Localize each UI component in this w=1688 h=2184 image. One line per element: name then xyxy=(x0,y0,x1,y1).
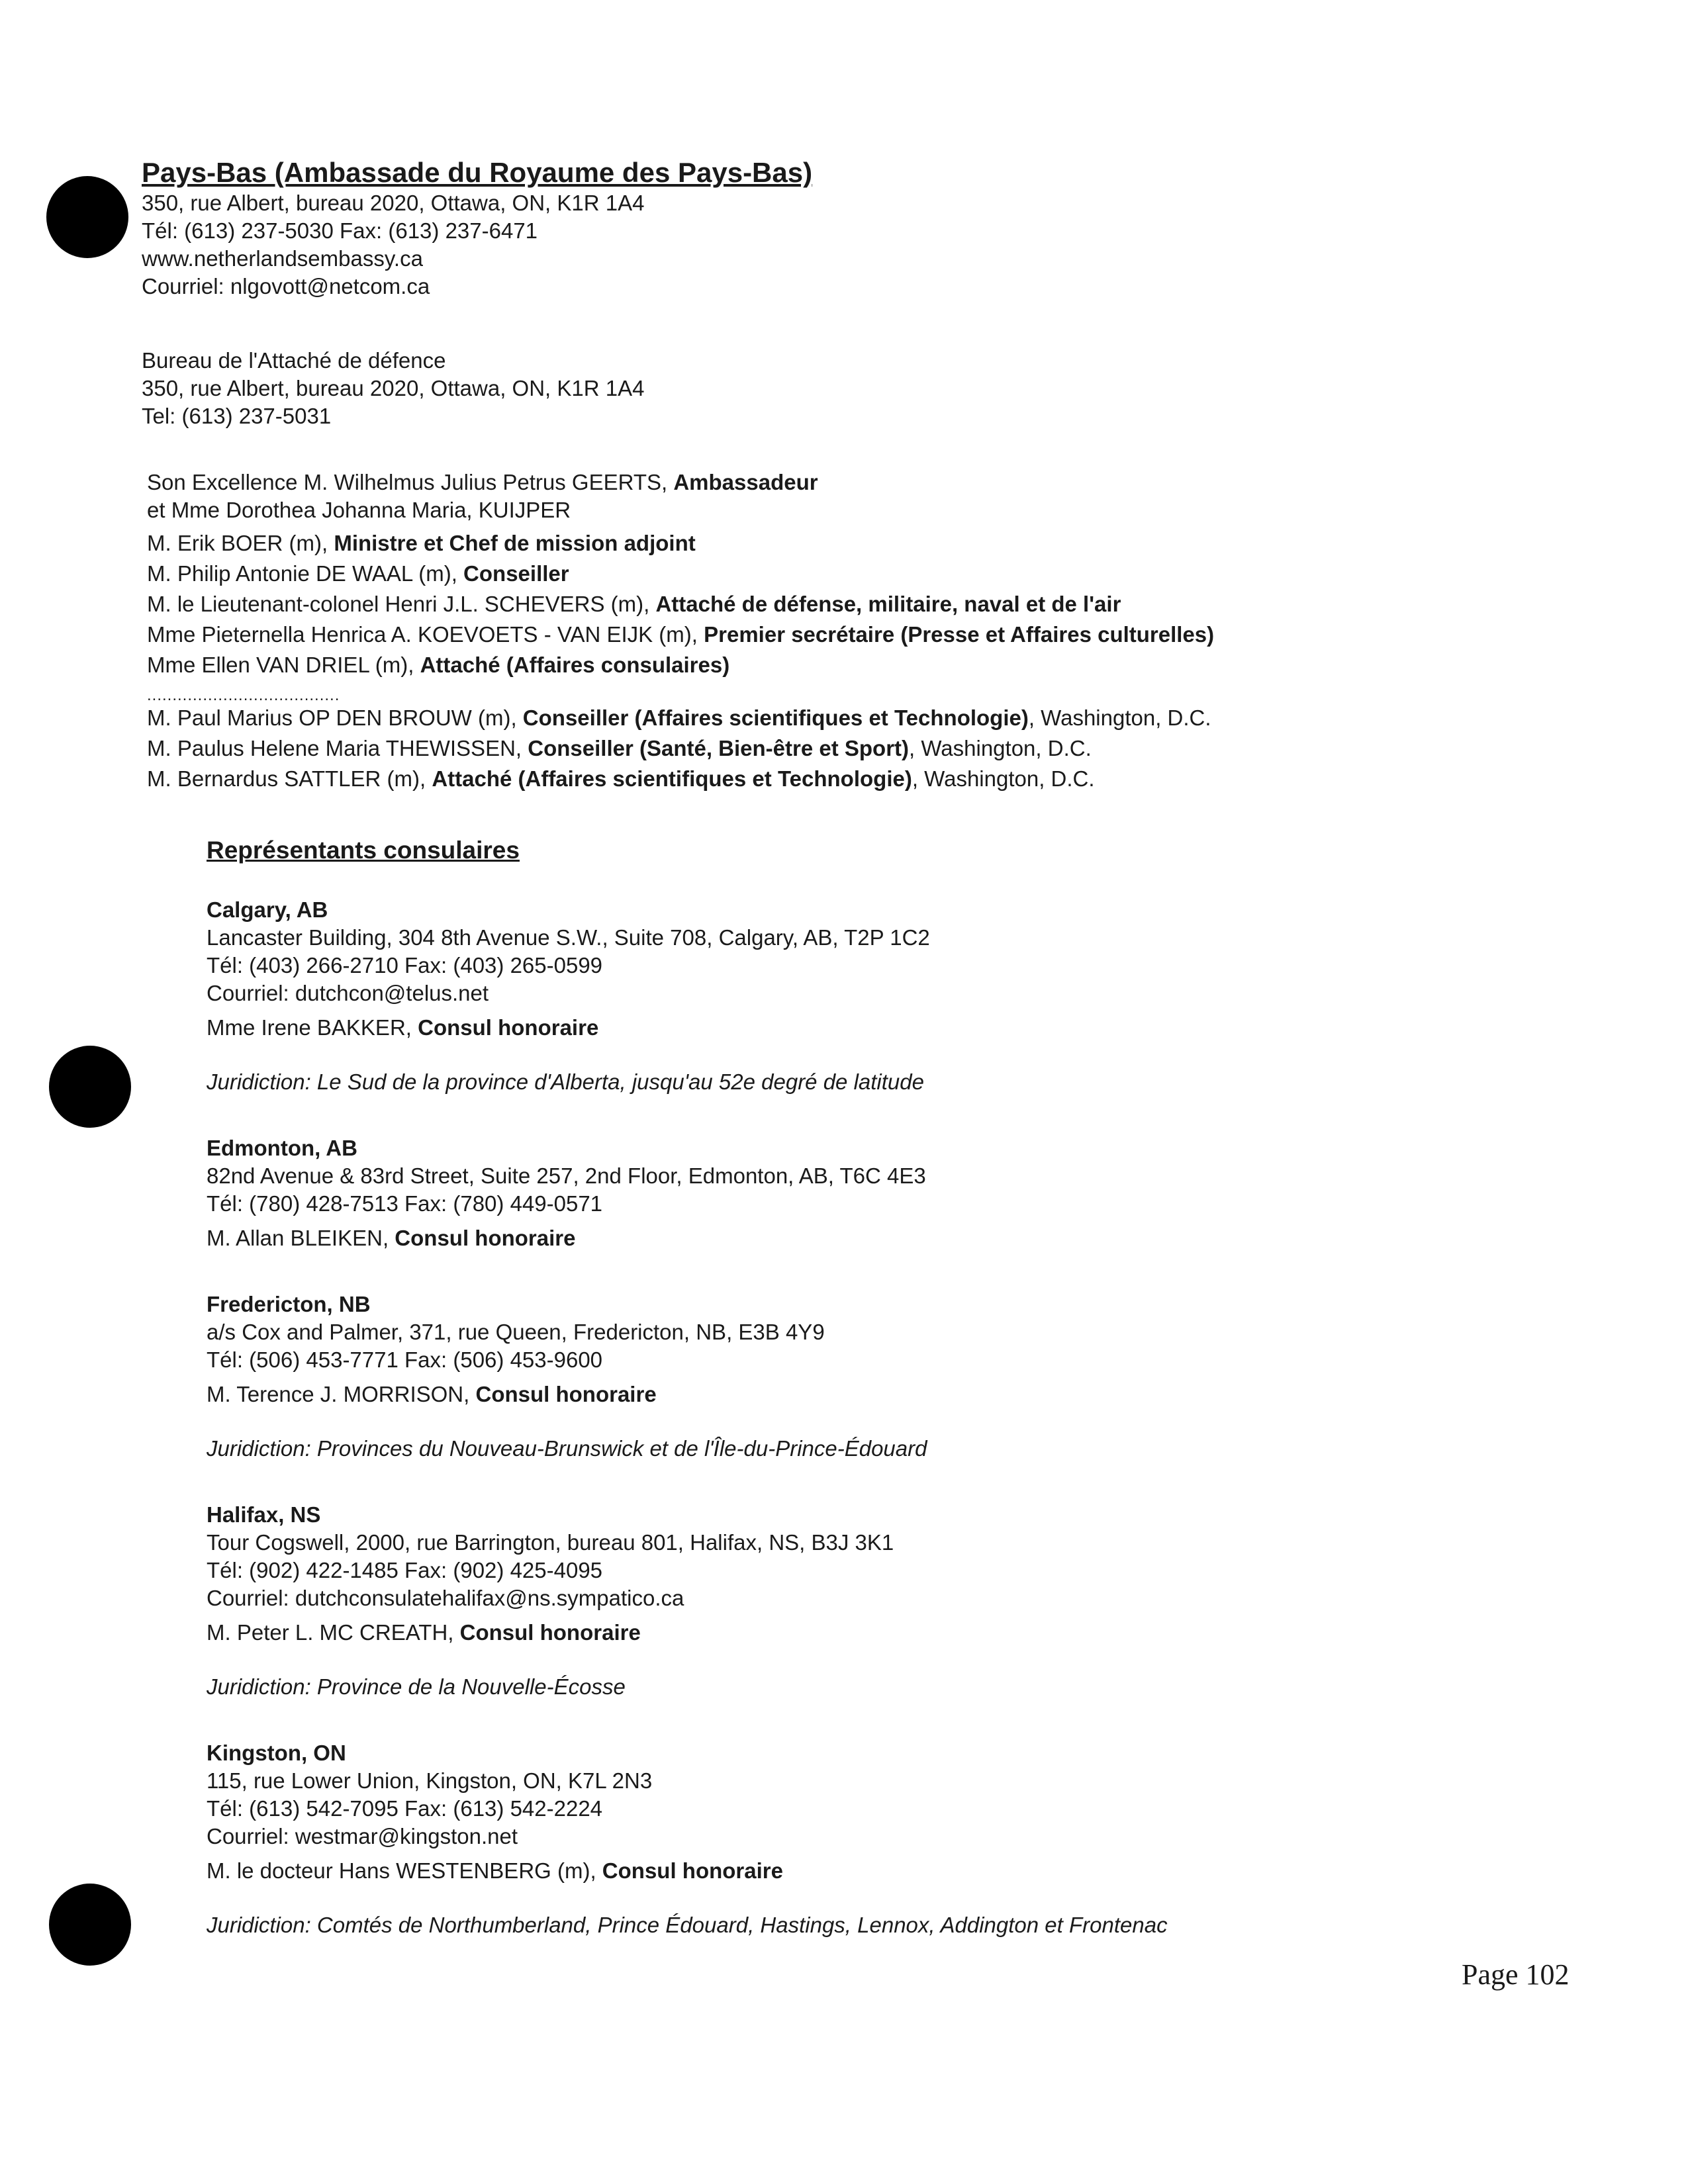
consulate-city: Fredericton, NB xyxy=(207,1292,371,1316)
staff-location: , Washington, D.C. xyxy=(909,736,1092,760)
staff-name: M. Erik BOER (m), xyxy=(147,531,334,555)
consulate-phone: Tél: (780) 428-7513 Fax: (780) 449-0571 xyxy=(207,1191,603,1216)
staff-role: Ambassadeur xyxy=(673,470,818,494)
consulate-fredericton xyxy=(207,1291,1168,1463)
consulate-edmonton xyxy=(207,1134,1168,1252)
consulate-city: Edmonton, AB xyxy=(207,1136,357,1160)
punch-hole-icon xyxy=(49,1884,131,1966)
staff-location: , Washington, D.C. xyxy=(912,766,1095,791)
staff-entry xyxy=(147,651,1214,679)
consulate-phone: Tél: (613) 542-7095 Fax: (613) 542-2224 xyxy=(207,1796,603,1821)
consulate-phone: Tél: (902) 422-1485 Fax: (902) 425-4095 xyxy=(207,1558,603,1582)
staff-name: M. Paul Marius OP DEN BROUW (m), xyxy=(147,705,523,730)
staff-role: Ministre et Chef de mission adjoint xyxy=(334,531,696,555)
defence-office-title: Bureau de l'Attaché de défence xyxy=(142,348,446,373)
consulate-halifax xyxy=(207,1501,1168,1701)
staff-role: Conseiller (Santé, Bien-être et Sport) xyxy=(528,736,910,760)
staff-role: Premier secrétaire (Presse et Affaires culturelles) xyxy=(704,622,1215,647)
consul-role: Consul honoraire xyxy=(459,1620,641,1645)
staff-entry xyxy=(147,560,1214,588)
staff-role: Attaché de défense, militaire, naval et de l'air xyxy=(655,592,1121,616)
staff-list xyxy=(147,469,1214,793)
defence-office-address: 350, rue Albert, bureau 2020, Ottawa, ON, K1R 1A4 xyxy=(142,376,645,400)
consulate-address: Lancaster Building, 304 8th Avenue S.W., Suite 708, Calgary, AB, T2P 1C2 xyxy=(207,925,930,950)
staff-name: M. Paulus Helene Maria THEWISSEN, xyxy=(147,736,528,760)
consulate-jurisdiction: Juridiction: Provinces du Nouveau-Brunswick et de l'Île-du-Prince-Édouard xyxy=(207,1436,927,1461)
staff-entry xyxy=(147,469,1214,496)
separator-dots: ...................................... xyxy=(147,686,340,704)
consulate-city: Kingston, ON xyxy=(207,1741,346,1765)
consulate-city: Halifax, NS xyxy=(207,1502,321,1527)
staff-name: M. le Lieutenant-colonel Henri J.L. SCHEVERS (m), xyxy=(147,592,656,616)
consul-name: M. Peter L. MC CREATH, xyxy=(207,1620,460,1645)
consul-name: Mme Irene BAKKER, xyxy=(207,1015,418,1040)
staff-entry xyxy=(147,765,1214,793)
staff-entry xyxy=(147,590,1214,618)
consulate-phone: Tél: (403) 266-2710 Fax: (403) 265-0599 xyxy=(207,953,603,978)
consul-name: M. Terence J. MORRISON, xyxy=(207,1382,476,1406)
staff-name: et Mme Dorothea Johanna Maria, KUIJPER xyxy=(147,498,571,522)
staff-name: M. Bernardus SATTLER (m), xyxy=(147,766,432,791)
consul-entry xyxy=(207,1224,1168,1252)
consul-role: Consul honoraire xyxy=(395,1226,576,1250)
embassy-website: www.netherlandsembassy.ca xyxy=(142,246,423,271)
staff-entry xyxy=(147,621,1214,649)
page-number: Page 102 xyxy=(1462,1958,1570,1991)
punch-hole-icon xyxy=(46,176,128,258)
defence-office-phone: Tel: (613) 237-5031 xyxy=(142,404,332,428)
consular-section xyxy=(207,835,1168,1939)
consulate-address: Tour Cogswell, 2000, rue Barrington, bureau 801, Halifax, NS, B3J 3K1 xyxy=(207,1530,894,1555)
staff-role: Conseiller (Affaires scientifiques et Technologie) xyxy=(522,705,1029,730)
embassy-phone: Tél: (613) 237-5030 Fax: (613) 237-6471 xyxy=(142,218,538,243)
consulate-jurisdiction: Juridiction: Province de la Nouvelle-Écosse xyxy=(207,1674,626,1699)
consulate-jurisdiction: Juridiction: Le Sud de la province d'Alberta, jusqu'au 52e degré de latitude xyxy=(207,1069,924,1094)
staff-entry xyxy=(147,735,1214,762)
consular-title: Représentants consulaires xyxy=(207,837,520,864)
staff-location: , Washington, D.C. xyxy=(1028,705,1211,730)
staff-name: Mme Pieternella Henrica A. KOEVOETS - VAN EIJK (m), xyxy=(147,622,704,647)
punch-hole-icon xyxy=(49,1046,131,1128)
consulate-address: a/s Cox and Palmer, 371, rue Queen, Fredericton, NB, E3B 4Y9 xyxy=(207,1320,825,1344)
embassy-address: 350, rue Albert, bureau 2020, Ottawa, ON, K1R 1A4 xyxy=(142,191,645,215)
consulate-calgary xyxy=(207,896,1168,1096)
consulate-email: Courriel: dutchconsulatehalifax@ns.sympatico.ca xyxy=(207,1586,684,1610)
staff-name: Son Excellence M. Wilhelmus Julius Petrus GEERTS, xyxy=(147,470,674,494)
staff-role: Attaché (Affaires consulaires) xyxy=(420,653,730,677)
embassy-title: Pays-Bas (Ambassade du Royaume des Pays-Bas) xyxy=(142,157,813,188)
consulate-jurisdiction: Juridiction: Comtés de Northumberland, Prince Édouard, Hastings, Lennox, Addington et Frontenac xyxy=(207,1913,1168,1937)
staff-entry xyxy=(147,704,1214,732)
consulate-kingston xyxy=(207,1739,1168,1939)
staff-role: Attaché (Affaires scientifiques et Technologie) xyxy=(432,766,912,791)
consul-role: Consul honoraire xyxy=(475,1382,657,1406)
staff-name: M. Philip Antonie DE WAAL (m), xyxy=(147,561,464,586)
defence-office-section xyxy=(142,347,644,430)
consul-name: M. le docteur Hans WESTENBERG (m), xyxy=(207,1858,602,1883)
embassy-email: Courriel: nlgovott@netcom.ca xyxy=(142,274,430,298)
staff-entry xyxy=(147,529,1214,557)
consulate-city: Calgary, AB xyxy=(207,897,328,922)
consulate-address: 115, rue Lower Union, Kingston, ON, K7L 2N3 xyxy=(207,1768,653,1793)
consul-entry xyxy=(207,1857,1168,1885)
consulate-email: Courriel: westmar@kingston.net xyxy=(207,1824,518,1848)
consul-role: Consul honoraire xyxy=(418,1015,599,1040)
consulate-email: Courriel: dutchcon@telus.net xyxy=(207,981,489,1005)
staff-role: Conseiller xyxy=(463,561,569,586)
embassy-section xyxy=(142,156,812,300)
consul-role: Consul honoraire xyxy=(602,1858,783,1883)
consul-name: M. Allan BLEIKEN, xyxy=(207,1226,395,1250)
staff-entry xyxy=(147,496,1214,524)
consul-entry xyxy=(207,1381,1168,1408)
consulate-address: 82nd Avenue & 83rd Street, Suite 257, 2nd Floor, Edmonton, AB, T6C 4E3 xyxy=(207,1163,926,1188)
consulate-phone: Tél: (506) 453-7771 Fax: (506) 453-9600 xyxy=(207,1347,603,1372)
consul-entry xyxy=(207,1619,1168,1647)
staff-name: Mme Ellen VAN DRIEL (m), xyxy=(147,653,420,677)
consul-entry xyxy=(207,1014,1168,1042)
